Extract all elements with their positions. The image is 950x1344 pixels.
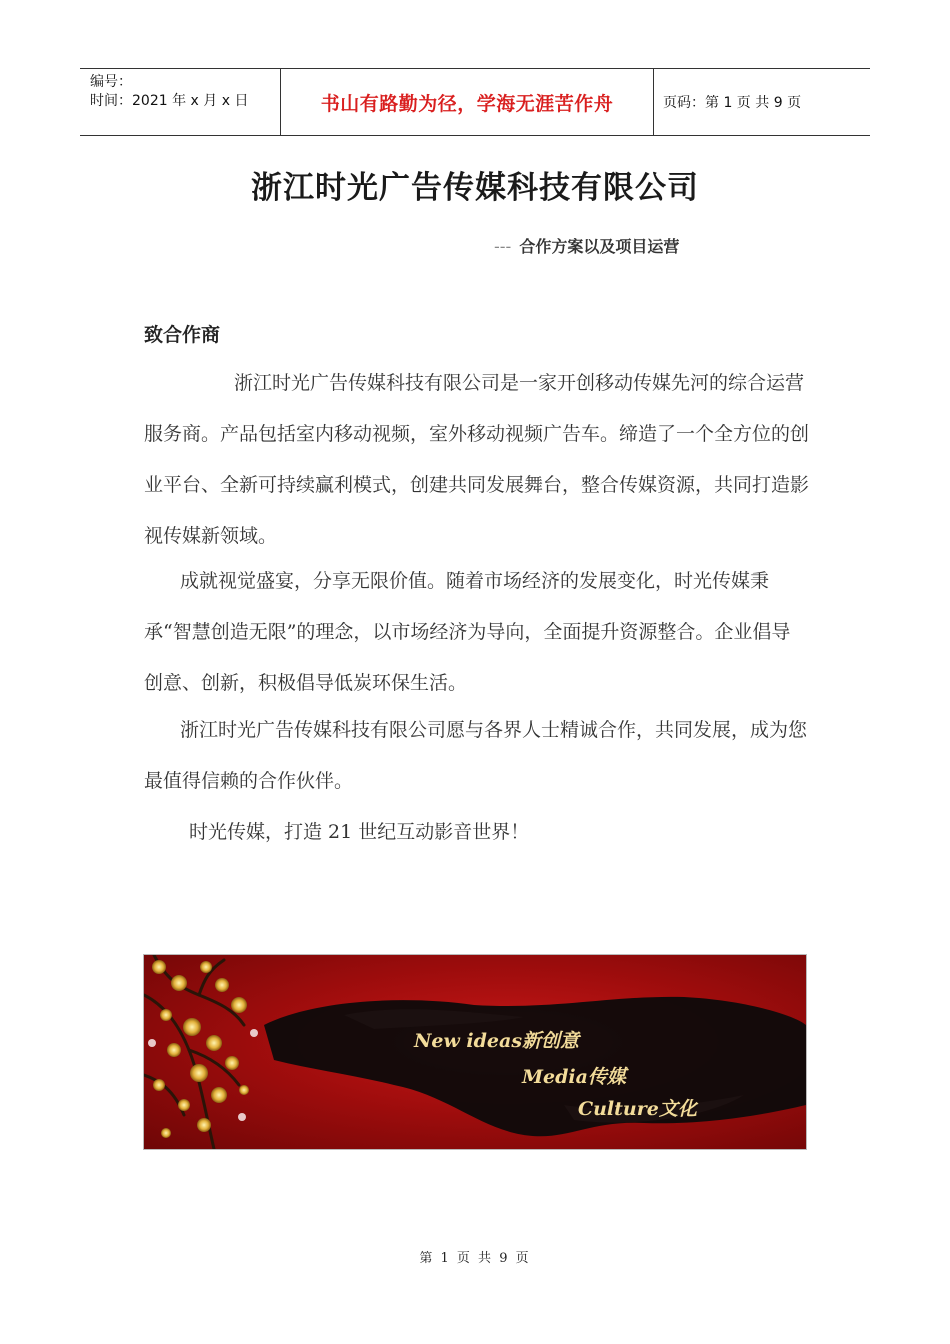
subtitle-text: 合作方案以及项目运营 — [519, 237, 680, 256]
banner-line-2: Media传媒 — [522, 1066, 626, 1088]
header-page-info: 页码：第 1 页 共 9 页 — [663, 95, 802, 111]
body-paragraph-2: 成就视觉盛宴，分享无限价值。随着市场经济的发展变化，时光传媒秉承“智慧创造无限”的理念，以市场经济为导向，全面提升资源整合。企业倡导创意、创新，积极倡导低炭环保生活。 — [144, 570, 791, 694]
greeting-heading: 致合作商 — [144, 324, 221, 346]
banner-line-1: New ideas新创意 — [414, 1030, 580, 1052]
document-title: 浙江时光广告传媒科技有限公司 — [251, 170, 699, 206]
document-subtitle — [494, 234, 679, 257]
page-footer: 第 1 页 共 9 页 — [419, 1251, 531, 1266]
document-header — [80, 68, 870, 136]
subtitle-dash: --- — [494, 237, 512, 256]
body-paragraph-4: 时光传媒，打造 21 世纪互动影音世界！ — [189, 821, 530, 843]
banner-line-3: Culture文化 — [578, 1098, 697, 1120]
banner-image — [143, 954, 807, 1150]
banner-artwork — [144, 955, 806, 1149]
header-motto: 书山有路勤为径，学海无涯苦作舟 — [281, 69, 654, 135]
plum-branches — [144, 955, 244, 1149]
body-paragraph-3: 浙江时光广告传媒科技有限公司愿与各界人士精诚合作，共同发展，成为您最值得信赖的合作伙伴。 — [144, 719, 808, 792]
header-meta — [80, 69, 281, 135]
number-label: 编号： — [90, 74, 132, 90]
body-paragraph-1: 浙江时光广告传媒科技有限公司是一家开创移动传媒先河的综合运营服务商。产品包括室内移动视频，室外移动视频广告车。缔造了一个全方位的创业平台、全新可持续赢利模式，创建共同发展舞台，整合传媒资源，共同打造影视传媒新领域。 — [144, 372, 810, 547]
date-label: 时间：2021 年 x 月 x 日 — [90, 93, 249, 109]
